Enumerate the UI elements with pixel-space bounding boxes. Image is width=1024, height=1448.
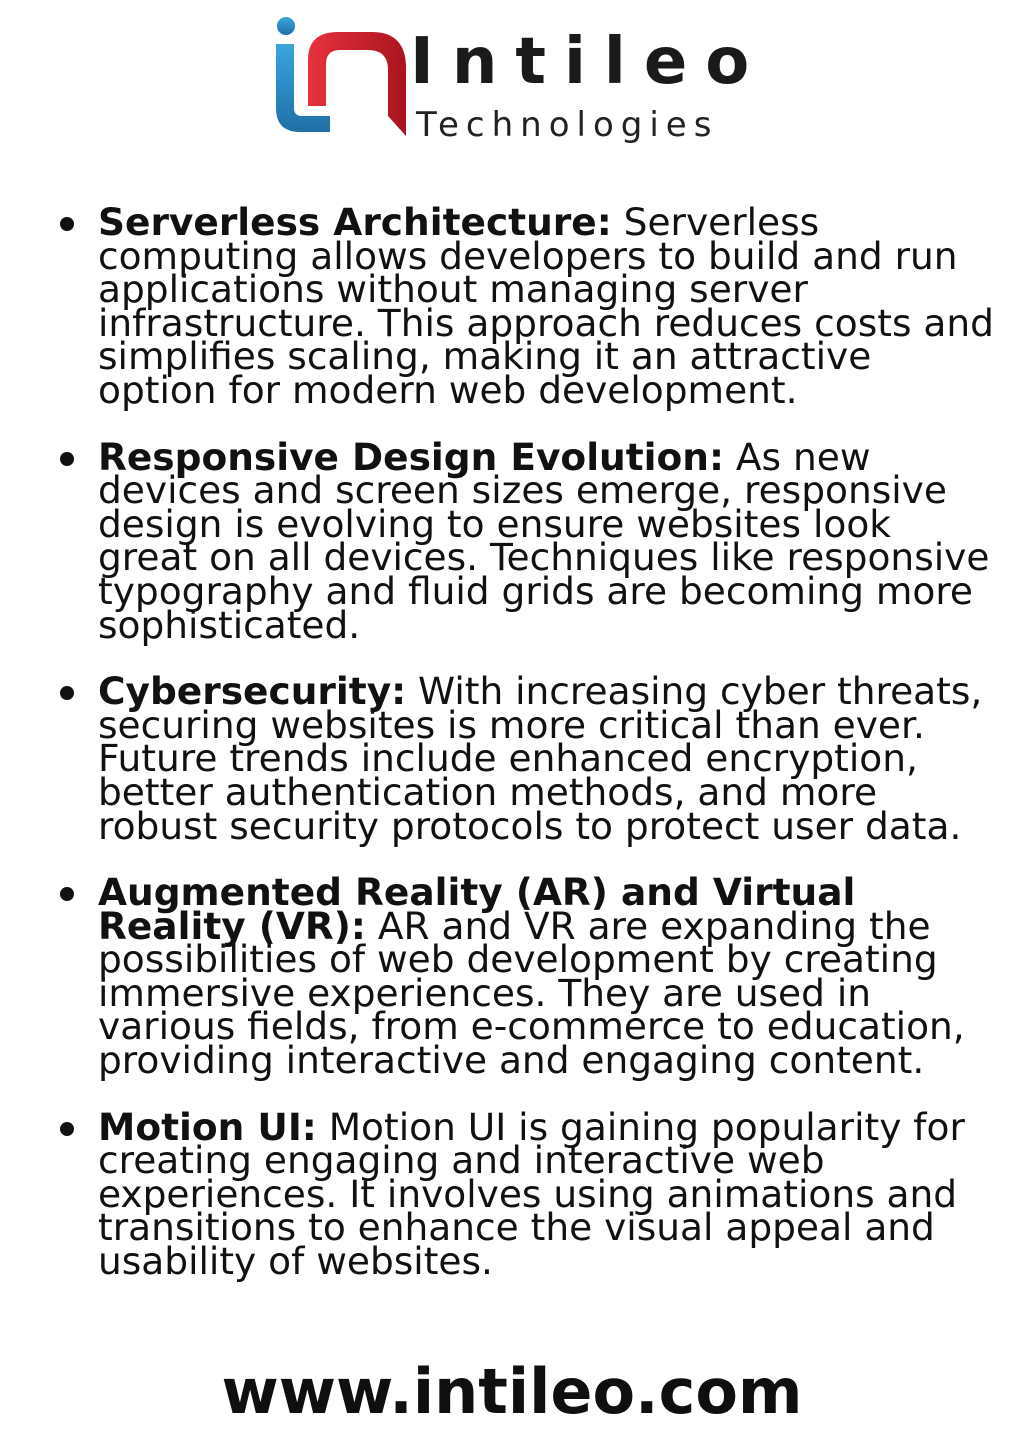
list-item-ar-vr — [60, 870, 996, 1083]
bullet-text: AR and VR are expanding the possibilities of web development by creating immersive experiences. They are used in various fields, from e-commerce to education, providing interactive and engaging content. — [98, 903, 965, 1083]
brand-subtitle: Technologies — [416, 105, 719, 145]
bullet-icon — [60, 686, 74, 700]
bullet-icon — [60, 1122, 74, 1136]
bullet-icon — [60, 217, 74, 231]
brand-name: Intileo — [410, 25, 768, 99]
bullet-title: Cybersecurity: — [98, 669, 407, 714]
brand-logo — [268, 16, 768, 146]
list-item-serverless — [60, 200, 996, 412]
list-item-responsive-design — [60, 434, 996, 647]
bullet-title: Augmented Reality (AR) and Virtual Reality (VR): — [98, 870, 856, 948]
trends-list — [60, 200, 996, 1312]
bullet-title: Motion UI: — [98, 1104, 317, 1149]
bullet-title: Responsive Design Evolution: — [98, 434, 724, 479]
bullet-text: As new devices and screen sizes emerge, responsive design is evolving to ensure websites look great on all devices. Techniques like responsive typography and fluid grids are becoming more sophisticated. — [98, 434, 990, 647]
bullet-icon — [60, 452, 74, 466]
bullet-icon — [60, 887, 74, 901]
website-url[interactable]: www.intileo.com — [221, 1355, 803, 1428]
intileo-logo-mark-icon — [268, 16, 408, 140]
bullet-text: With increasing cyber threats, securing websites is more critical than ever. Future trends include enhanced encryption, better authentication methods, and more robust security protocols to protect user data. — [98, 669, 983, 848]
list-item-motion-ui — [60, 1104, 996, 1284]
list-item-cybersecurity — [60, 669, 996, 848]
bullet-text: Serverless computing allows developers to build and run applications without managing server infrastructure. This approach reduces costs and simplifies scaling, making it an attractive option for modern web development. — [98, 200, 994, 412]
bullet-text: Motion UI is gaining popularity for creating engaging and interactive web experiences. It involves using animations and transitions to enhance the visual appeal and usability of websites. — [98, 1104, 965, 1284]
bullet-title: Serverless Architecture: — [98, 200, 612, 244]
